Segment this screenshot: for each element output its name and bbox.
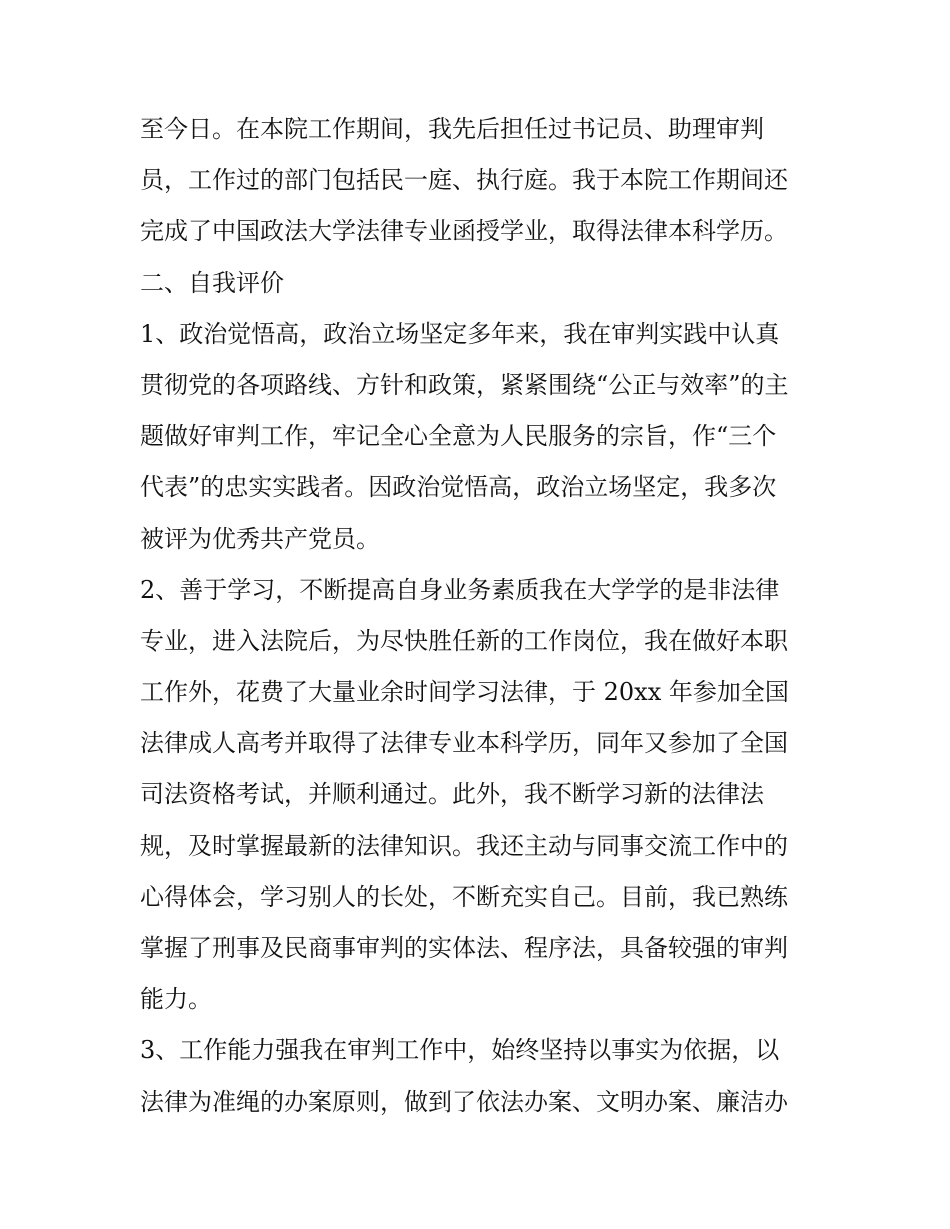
text-line: 题做好审判工作，牢记全心全意为人民服务的宗旨，作“三个: [140, 422, 777, 451]
text-line: 贯彻党的各项路线、方针和政策，紧紧围绕“公正与效率”的主: [140, 370, 789, 399]
text-line: 规，及时掌握最新的法律知识。我还主动与同事交流工作中的: [140, 831, 788, 860]
document-body: [140, 104, 820, 1128]
text-line: 心得体会，学习别人的长处，不断充实自己。目前，我已熟练: [140, 882, 788, 911]
section-heading: 二、自我评价: [140, 268, 284, 297]
text-line: 能力。: [140, 985, 212, 1014]
text-line: 专业，进入法院后，为尽快胜任新的工作岗位，我在做好本职: [140, 626, 788, 655]
text-line: 被评为优秀共产党员。: [140, 524, 380, 553]
text-line: 3、工作能力强我在审判工作中，始终坚持以事实为依据，以: [140, 1036, 780, 1065]
text-line: 代表”的忠实实践者。因政治觉悟高，政治立场坚定，我多次: [140, 473, 777, 502]
text-line: 工作外，花费了大量业余时间学习法律，于 20xx 年参加全国: [140, 678, 789, 707]
text-line: 法律成人高考并取得了法律专业本科学历，同年又参加了全国: [140, 729, 788, 758]
text-line: 员，工作过的部门包括民一庭、执行庭。我于本院工作期间还: [140, 166, 788, 195]
text-line: 司法资格考试，并顺利通过。此外，我不断学习新的法律法: [140, 780, 764, 809]
text-line: 至今日。在本院工作期间，我先后担任过书记员、助理审判: [140, 115, 764, 143]
text-line: 完成了中国政法大学法律专业函授学业，取得法律本科学历。: [140, 217, 788, 246]
text-line: 掌握了刑事及民商事审判的实体法、程序法，具备较强的审判: [140, 934, 788, 962]
text-line: 法律为准绳的办案原则，做到了依法办案、文明办案、廉洁办: [140, 1087, 788, 1116]
text-line: 2、善于学习，不断提高自身业务素质我在大学学的是非法律: [140, 575, 780, 604]
text-line: 1、政治觉悟高，政治立场坚定多年来，我在审判实践中认真: [140, 319, 780, 348]
